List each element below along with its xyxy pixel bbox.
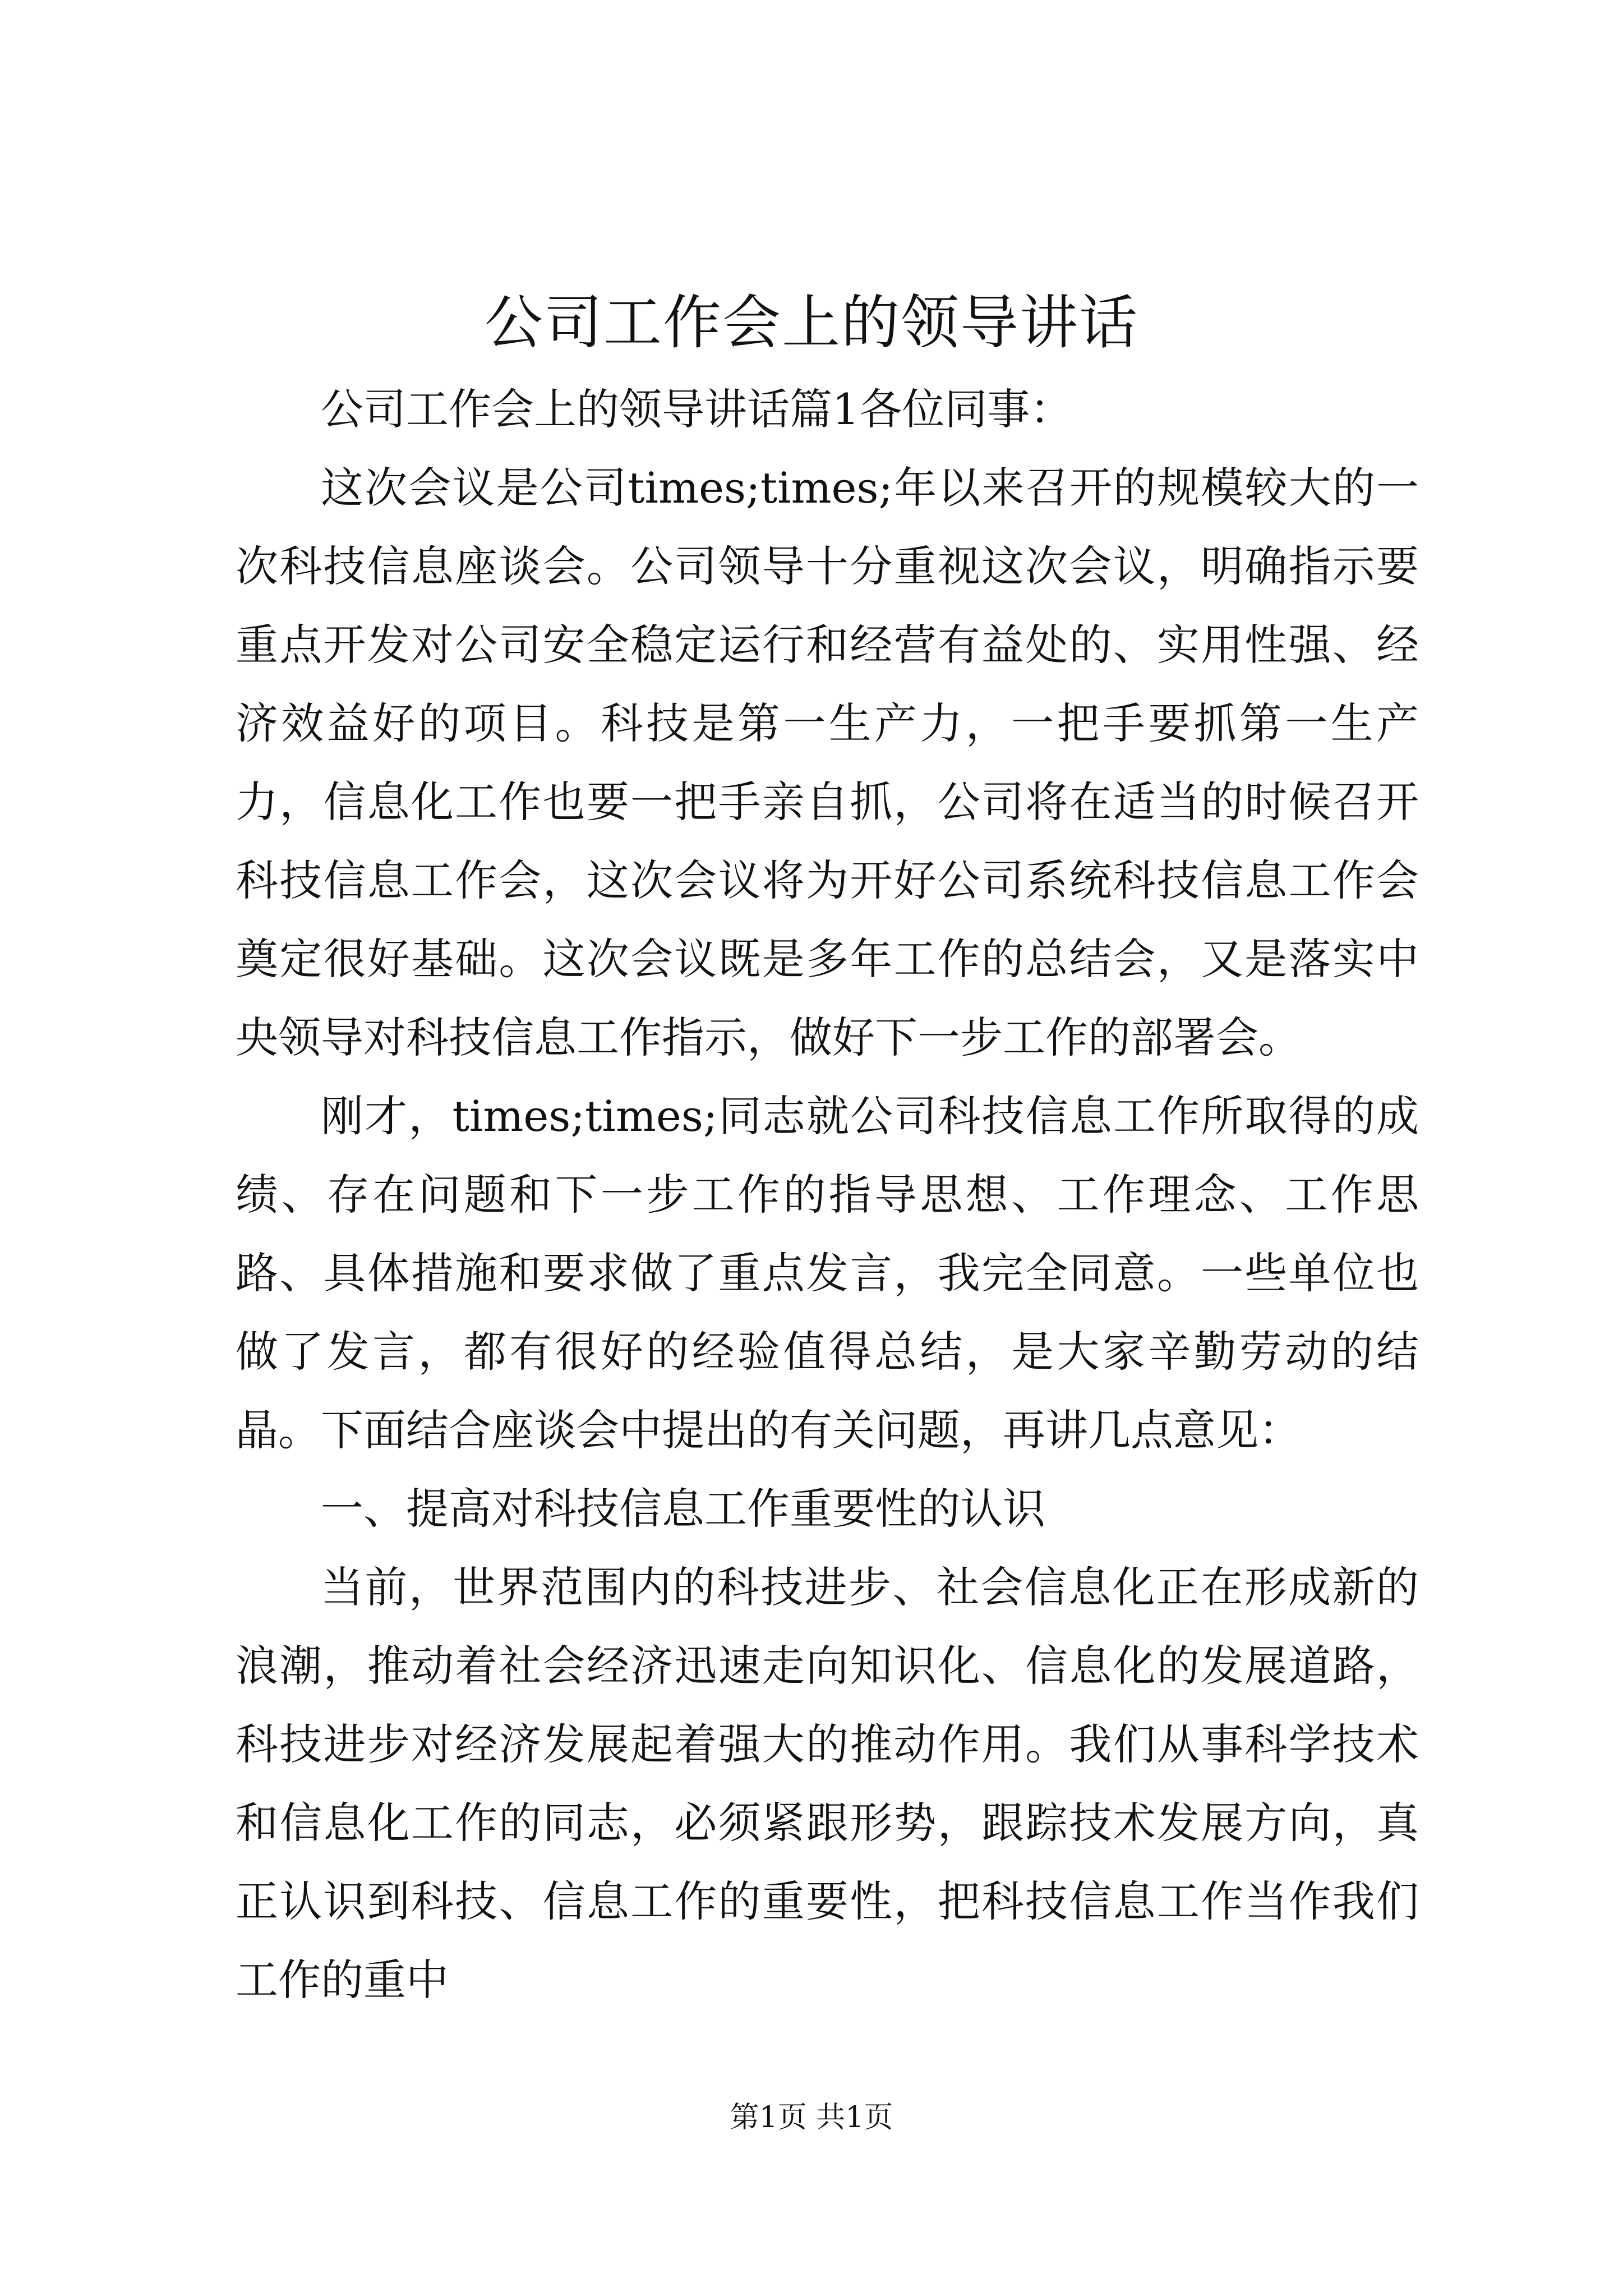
document-body xyxy=(236,370,1419,2019)
page-footer: 第1页 共1页 xyxy=(730,2101,893,2134)
document-title: 公司工作会上的领导讲话 xyxy=(484,288,1138,357)
paragraph-current-situation: 当前，世界范围内的科技进步、社会信息化正在形成新的浪潮，推动着社会经济迅速走向知识化、信息化的发展道路，科技进步对经济发展起着强大的推动作用。我们从事科学技术和信息化工作的同志，必须紧跟形势，跟踪技术发展方向，真正认识到科技、信息工作的重要性，把科技信息工作当作我们工作的重中 xyxy=(236,1562,1419,2005)
paragraph-intro: 公司工作会上的领导讲话篇1各位同事： xyxy=(321,384,1073,434)
section-heading-1: 一、提高对科技信息工作重要性的认识 xyxy=(321,1484,1045,1534)
paragraph-meeting-purpose: 这次会议是公司times;times;年以来召开的规模较大的一次科技信息座谈会。公司领导十分重视这次会议，明确指示要重点开发对公司安全稳定运行和经营有益处的、实用性强、经济效益好的项目。科技是第一生产力，一把手要抓第一生产力，信息化工作也要一把手亲自抓，公司将在适当的时候召开科技信息工作会，这次会议将为开好公司系统科技信息工作会奠定很好基础。这次会议既是多年工作的总结会，又是落实中央领导对科技信息工作指示，做好下一步工作的部署会。 xyxy=(236,463,1419,1062)
paragraph-speech-response: 刚才，times;times;同志就公司科技信息工作所取得的成绩、存在问题和下一步工作的指导思想、工作理念、工作思路、具体措施和要求做了重点发言，我完全同意。一些单位也做了发言，都有很好的经验值得总结，是大家辛勤劳动的结晶。下面结合座谈会中提出的有关问题，再讲几点意见： xyxy=(236,1091,1419,1455)
